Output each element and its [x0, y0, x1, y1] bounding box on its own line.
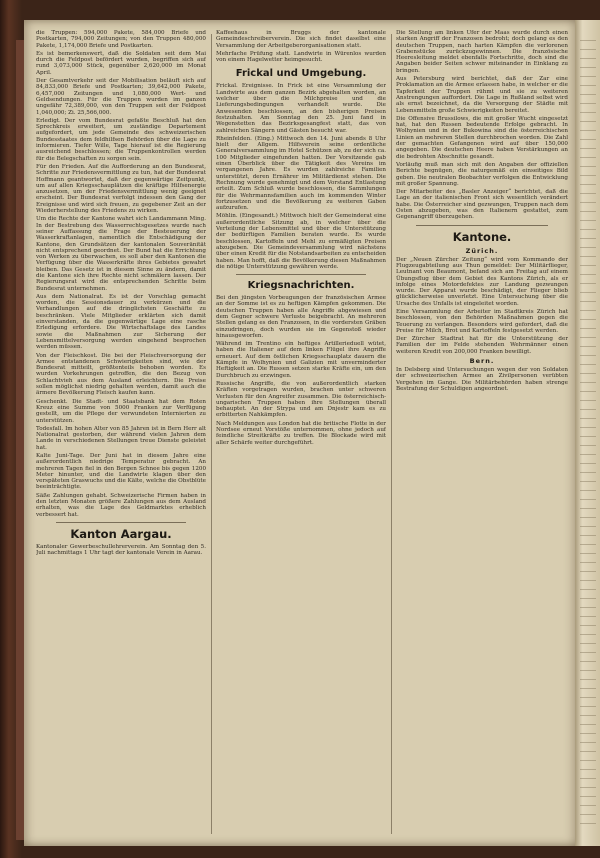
section-heading-kriegsnachrichten: Kriegsnachrichten. [247, 280, 355, 292]
newspaper-columns [36, 30, 572, 842]
section-divider [236, 274, 366, 275]
article-paragraph: Der „Neuen Zürcher Zeitung“ wird vom Kommando der Flugzeugabteilung aus Thun gemeldet: Der Militärflieger, Leutnant von Beaumont, befand sich am Freitag auf einem Übungsflug über dem Gebiet des Kantons Zürich, als er infolge eines Motordefektes zur Landung gezwungen wurde. Der Apparat wurde beschädigt, der Flieger blieb glücklicherweise unverletzt. Eine Untersuchung über die Ursache des Unfalls ist eingeleitet worden. [396, 256, 568, 307]
article-paragraph: Erledigt. Der vom Bundesrat gefaßte Beschluß hat den Sprechkreis erweitert, um zuständige Departement aufgefordert, um jede Gemeinde des schweizerischen Bundesstaates dem feldhilfsen Behörden über die Lage zu informieren. Tiefer Wille, Tage hierauf ist die Regierung ausreichend beschlossen; die Truppenkontrollen werden für die Belegschaften zu sorgen sein. [36, 117, 206, 162]
article-paragraph: Russische Angriffe, die von außerordentlich starken Kräften vorgetragen wurden, brachen unter schweren Verlusten für den Angreifer zusammen. Die österreichisch-ungarischen Truppen haben ihre Stellungen überall behauptet. An der Strypa und am Dnjestr kam es zu erbitterten Nahkämpfen. [216, 380, 386, 419]
article-paragraph: Der Gesamtverkehr seit der Mobilisation beläuft sich auf 84,833,000 Briefe und Postkarten; 39,642,000 Pakete, 6,457,000 Zeitungen und 1,080,000 Wert- und Geldsendungen. Für die Truppen wurden im ganzen ungefähr 72,389,000, von den Truppen seit der Feldpost 1,040,000; Zi. 25,566,000. [36, 78, 206, 116]
article-paragraph: Säße Zahlungen gehabt. Schweizerische Firmen haben in den letzten Monaten größere Zahlungen aus dem Ausland erhalten, was die Lage des Geldmarktes erheblich verbessert hat. [36, 492, 206, 518]
article-paragraph: Der Zürcher Stadtrat hat für die Unterstützung der Familien der im Felde stehenden Wehrmänner einen weiteren Kredit von 200,000 Franken bewilligt. [396, 336, 568, 355]
section-heading-kanton-aargau: Kanton Aargau. [70, 526, 172, 541]
section-divider [56, 522, 186, 523]
column-rule [211, 34, 212, 834]
article-paragraph: Kalte Juni-Tage. Der Juni hat in diesem Jahre eine außerordentlich niedrige Temperatur gebracht. An mehreren Tagen fiel in den Bergen Schnee bis gegen 1200 Meter hinunter, und die Landwirte klagen über den verspäteten Graswuchs und die Kälte, welche die Obstblüte beeinträchtigte. [36, 453, 206, 491]
article-paragraph: Geschenkt. Die Stadt- und Staatsbank hat dem Roten Kreuz eine Summe von 5000 Franken zur Verfügung gestellt, um die Pflege der verwundeten Internierten zu unterstützen. [36, 398, 206, 424]
article-paragraph: Frickal. Ereignisse. In Frick ist eine Versammlung der Landwirte aus dem ganzen Bezirk abgehalten worden, an welcher über die Milchpreise und die Lieferungsbedingungen verhandelt wurde. Die Anwesenden beschlossen, an den bisherigen Preisen festzuhalten. Am Sonntag den 25. Juni fand in Wegenstetten das Bezirksgesangfest statt, das von zahlreichen Sängern und Gästen besucht war. [216, 83, 386, 134]
article-paragraph: Kantonaler Gewerbeschullehrerverein. Am Sonntag den 5. Juli nachmittags 1 Uhr tagt der kantonale Verein in Aarau. [36, 543, 206, 557]
article-paragraph: Nach Meldungen aus London hat die britische Flotte in der Nordsee erneut Vorstöße unternommen, ohne jedoch auf feindliche Streitkräfte zu treffen. Die Blockade wird mit aller Schärfe weiter durchgeführt. [216, 420, 386, 446]
column-rule [391, 34, 392, 834]
article-paragraph: Die Stellung am linken Ufer der Maas wurde durch einen starken Angriff der Franzosen bedroht; doch gelang es den deutschen Truppen, nach harten Kämpfen die verlorenen Grabenstücke zurückzugewinnen. Die französische Heeresleitung meldet ebenfalls Fortschritte, doch sind die Angaben beider Seiten schwer miteinander in Einklang zu bringen. [396, 30, 568, 74]
column-1 [36, 30, 206, 842]
binding-edge [16, 40, 24, 840]
column-3 [396, 30, 568, 842]
article-paragraph: Kaffeehaus in Bruggs der kantonale Gemeindeschreiberverein. Die sich findet daselbst eine Versammlung der Arbeitgeberorganisationen statt. [216, 30, 386, 49]
section-divider [416, 225, 548, 226]
article-paragraph: Während im Trentino ein heftiges Artillerieduell wütet, haben die Italiener auf dem linken Flügel ihre Angriffe erneuert. Auf dem östlichen Kriegsschauplatz dauern die Kämpfe in Wolhynien und Galizien mit unverminderter Heftigkeit an. Die Russen setzen starke Kräfte ein, um den Durchbruch zu erzwingen. [216, 341, 386, 379]
article-paragraph: Mehrfache Prüfung statt. Landwirte in Würenlos wurden von einem Hagelwetter heimgesucht. [216, 50, 386, 64]
article-paragraph: Von der Fleischkost. Die bei der Fleischversorgung der Armee entstandenen Schwierigkeiten sind, wie der Bundesrat mitteilt, größtenteils behoben worden. Es wurden Vorkehrungen getroffen, die den Bezug von Schlachtvieh aus dem Ausland erleichtern. Die Preise sollen möglichst niedrig gehalten werden, damit auch die ärmere Bevölkerung Fleisch kaufen kann. [36, 352, 206, 397]
article-paragraph: Vorläufig muß man sich mit den Angaben der offiziellen Berichte begnügen, die naturgemäß ein einseitiges Bild geben. Die neutralen Beobachter verfolgen die Entwicklung mit großer Spannung. [396, 161, 568, 187]
article-paragraph: Eine Versammlung der Arbeiter im Stadtkreis Zürich hat beschlossen, von den Behörden Maßnahmen gegen die Teuerung zu verlangen. Besonders wird gefordert, daß die Preise für Milch, Brot und Kartoffeln festgesetzt werden. [396, 308, 568, 334]
article-paragraph: In Delsberg sind Untersuchungen wegen der von Soldaten der schweizerischen Armee an Zivilpersonen verübten Vergehen im Gange. Die Militärbehörden haben strenge Bestrafung der Schuldigen angeordnet. [396, 367, 568, 392]
article-paragraph: Möhlin. (Eingesandt.) Mittwoch hielt der Gemeinderat eine außerordentliche Sitzung ab, in welcher über die Verteilung der Lebensmittel und über die Unterstützung der bedürftigen Familien beraten wurde. Es wurde beschlossen, Kartoffeln und Mehl zu ermäßigten Preisen abzugeben. Die Gemeindeversammlung wird nächstens über einen Kredit für die Notstandsarbeiten zu entscheiden haben. Man hofft, daß die Bevölkerung diesen Maßnahmen die nötige Unterstützung gewähren werde. [216, 213, 386, 270]
article-paragraph: Es ist bemerkenswert, daß die Soldaten seit dem Mai durch die Feldpost befördert wurden, begriffen sich auf rund 3,073,000 Stück, gegenüber 2,620,000 im Monat April. [36, 50, 206, 76]
article-paragraph: Die Offensive Brussilows, die mit großer Wucht eingesetzt hat, hat den Russen bedeutende Erfolge gebracht. In Wolhynien und in der Bukowina sind die österreichischen Linien an mehreren Stellen durchbrochen worden. Die Zahl der gemachten Gefangenen wird auf über 150,000 angegeben. Die deutschen Heere haben Verstärkungen an die bedrohten Abschnitte gesandt. [396, 115, 568, 160]
article-paragraph: Todesfall. Im hohen Alter von 85 Jahren ist in Bern Herr alt Nationalrat gestorben, der während vielen Jahren dem Lande in verschiedenen Stellungen treue Dienste geleistet hat. [36, 425, 206, 451]
article-paragraph: die Truppen: 594,000 Pakete, 584,000 Briefe und Postkarten, 794,000 Zeitungen; von den Truppen 480,000 Pakete, 1,174,000 Briefe und Postkarten. [36, 30, 206, 49]
article-paragraph: Für den Frieden. Auf die Aufforderung an den Bundesrat, Schritte zur Friedensvermittlung zu tun, hat der Bundesrat Hoffmann geantwortet, daß der gegenwärtige Zeitpunkt, um auf allen Kriegsschauplätzen die kräftige Hilfsenergie anzusetzen, um der Friedensvermittlung wenig geeignet erscheint. Der Bundesrat verfolgt indessen den Gang der Ereignisse und wird sich freuen, zu gegebener Zeit an der Wiederherstellung des Friedens zu wirken. [36, 163, 206, 215]
article-paragraph: Bei den jüngsten Vorbeugungen der französischen Armee an der Somme ist es zu heftigen Kämpfen gekommen. Die deutschen Truppen haben alle Angriffe abgewiesen und dem Gegner schwere Verluste beigebracht. An mehreren Stellen gelang es den Franzosen, in die vordersten Gräben einzudringen, doch wurden sie im Gegenstoß wieder hinausgeworfen. [216, 295, 386, 339]
subsection-heading-bern: Bern. [469, 357, 495, 366]
article-paragraph: Um die Rechte der Kantone wahrt sich Landammann Ming. In der Bestrebung des Wasserrechtsgesetzes wurde nach seiner Auffassung die Frage der Besteuerung der Wasserkraftanlagen, namentlich die Entschädigung der Kantone, den Grundsätzen der kantonalen Souveränität nicht entsprechend geordnet. Der Bund hat die Errichtung von Werken zu überwachen, es soll aber den Kantonen die Verfügung über die Wasserkräfte ihres Gebietes gewahrt bleiben. Das Gesetz ist in diesem Sinne zu ändern, damit die Kantone sich ihre Rechte nicht schmälern lassen. Der Regierungsrat wird die entsprechenden Schritte beim Bundesrat unternehmen. [36, 216, 206, 292]
article-paragraph: Aus Petersburg wird berichtet, daß der Zar eine Proklamation an die Armee erlassen habe, in welcher er die Tapferkeit der Truppen rühmt und sie zu weiteren Anstrengungen auffordert. Die Lage in Rußland selbst wird als ernst bezeichnet, da die Versorgung der Städte mit Lebensmitteln große Schwierigkeiten bereitet. [396, 76, 568, 114]
subsection-heading-zuerich: Zürich. [465, 246, 499, 255]
column-2 [216, 30, 386, 842]
facing-page-text [580, 40, 596, 830]
article-paragraph: Aus dem Nationalrat. Es ist der Vorschlag gemacht worden, die Sessionsdauer zu verkürzen und die Verhandlungen auf die dringlichsten Geschäfte zu beschränken. Viele Mitglieder erklärten sich damit einverstanden, da die gegenwärtige Lage eine rasche Erledigung erfordere. Die Wirtschaftslage des Landes sowie die Maßnahmen zur Sicherung der Lebensmittelversorgung werden eingehend besprochen werden müssen. [36, 293, 206, 351]
section-heading-kantone: Kantone. [452, 229, 512, 244]
article-paragraph: Der Mitarbeiter des „Basler Anzeiger“ berichtet, daß die Lage an der italienischen Front sich wesentlich verändert habe. Die Österreicher sind gezwungen, Truppen nach dem Osten abzugeben, was den Italienern gestattet, zum Gegenangriff überzugehen. [396, 189, 568, 221]
section-heading-frickal: Frickal und Umgebung. [235, 68, 367, 80]
article-paragraph: Rheinfelden. (Eing.) Mittwoch den 14. Juni abends 8 Uhr hielt der Allgem. Hilfsverein seine ordentliche Generalversammlung im Hotel Schützen ab, zu der sich ca. 100 Mitglieder eingefunden hatten. Der Vorsitzende gab einen Überblick über die Tätigkeit des Vereins im vergangenen Jahre. Es wurden zahlreiche Familien unterstützt, deren Ernährer im Militärdienst stehen. Die Rechnung wurde genehmigt und dem Vorstand Entlastung erteilt. Zum Schluß wurde beschlossen, die Sammlungen für die Wehrmannsfamilien auch im kommenden Winter fortzusetzen und die Bevölkerung zu weiteren Gaben aufzurufen. [216, 135, 386, 212]
